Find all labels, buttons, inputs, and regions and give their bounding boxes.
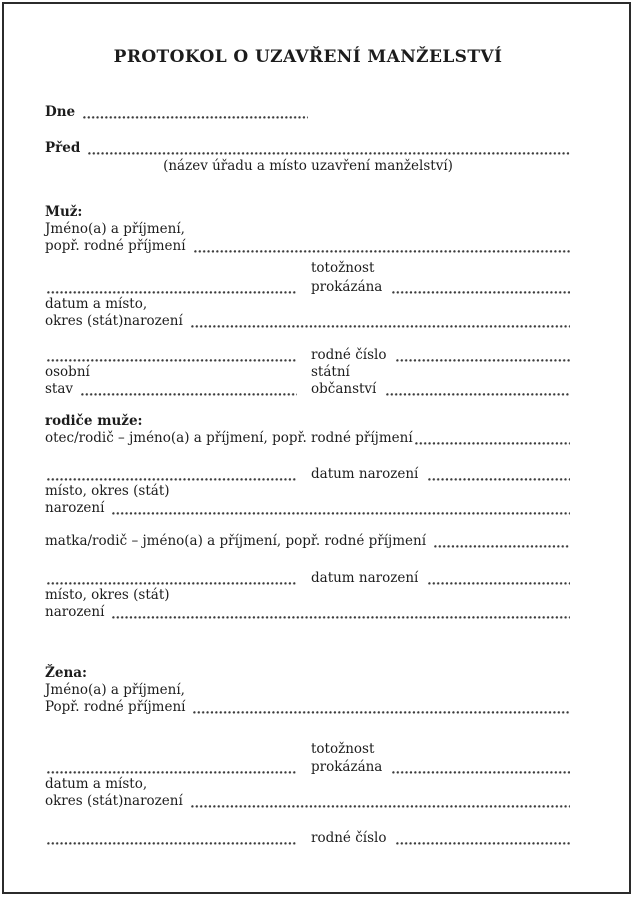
mother-birth-place-label2: narození bbox=[45, 604, 105, 620]
man-identity-label1: totožnost bbox=[311, 260, 375, 276]
man-name-row2 bbox=[45, 238, 571, 255]
woman-birth-place-field[interactable] bbox=[189, 793, 571, 810]
father-birth-place-label2: narození bbox=[45, 500, 105, 516]
woman-name-row1 bbox=[45, 682, 571, 699]
man-citizenship-label2: občanství bbox=[311, 381, 377, 397]
woman-name-field[interactable] bbox=[191, 699, 571, 716]
man-birth-label2: okres (stát)narození bbox=[45, 313, 183, 329]
man-name-label1: Jméno(a) a příjmení, bbox=[45, 221, 185, 237]
woman-identity-label1: totožnost bbox=[311, 741, 375, 757]
father-birth-date-label: datum narození bbox=[311, 466, 419, 482]
date-field[interactable] bbox=[81, 104, 309, 121]
woman-identity-label2: prokázána bbox=[311, 759, 383, 775]
mother-birth-place-label1: místo, okres (stát) bbox=[45, 587, 170, 603]
form-content bbox=[4, 4, 629, 847]
mother-name-label: matka/rodič – jméno(a) a příjmení, popř. rodné příjmení bbox=[45, 533, 427, 549]
woman-birth-number-field[interactable] bbox=[394, 830, 571, 847]
father-name-row bbox=[45, 430, 571, 447]
man-parents-heading: rodiče muže: bbox=[45, 413, 143, 429]
authority-field[interactable] bbox=[86, 140, 571, 157]
man-identity-spacer bbox=[45, 260, 298, 277]
woman-name-label2: Popř. rodné příjmení bbox=[45, 699, 186, 715]
woman-birth-label2: okres (stát)narození bbox=[45, 793, 183, 809]
man-birth-label1: datum a místo, bbox=[45, 296, 148, 312]
man-citizenship-field[interactable] bbox=[384, 381, 571, 398]
mother-birth-place-field[interactable] bbox=[110, 604, 571, 621]
mother-birth-date-label: datum narození bbox=[311, 570, 419, 586]
authority-hint: (název úřadu a místo uzavření manželství) bbox=[163, 158, 453, 174]
man-identity-row2 bbox=[45, 279, 571, 296]
woman-name-label1: Jméno(a) a příjmení, bbox=[45, 682, 185, 698]
man-identity-proof-field[interactable] bbox=[390, 279, 571, 296]
woman-birth-place-cont-field[interactable] bbox=[45, 830, 298, 847]
woman-name-cont-field[interactable] bbox=[45, 759, 298, 776]
man-heading: Muž: bbox=[45, 204, 83, 220]
man-birth-place-field[interactable] bbox=[189, 313, 571, 330]
man-status-row2 bbox=[45, 381, 571, 398]
woman-identity-row1 bbox=[45, 741, 571, 758]
man-name-cont-field[interactable] bbox=[45, 279, 298, 296]
woman-heading: Žena: bbox=[45, 665, 87, 681]
man-name-field[interactable] bbox=[192, 238, 571, 255]
father-name-field[interactable] bbox=[413, 430, 571, 447]
woman-birth-row1 bbox=[45, 776, 571, 793]
man-birth-row2 bbox=[45, 313, 571, 330]
mother-birth-place-row1 bbox=[45, 587, 571, 604]
father-name-label: otec/rodič – jméno(a) a příjmení, popř. rodné příjmení bbox=[45, 430, 413, 446]
father-birth-place-row1 bbox=[45, 483, 571, 500]
woman-birth-label1: datum a místo, bbox=[45, 776, 148, 792]
woman-identity-spacer bbox=[45, 741, 298, 758]
father-birth-date-row bbox=[45, 466, 571, 483]
man-name-label2: popř. rodné příjmení bbox=[45, 238, 186, 254]
date-row bbox=[45, 104, 571, 121]
mother-name-row bbox=[45, 533, 571, 550]
woman-identity-row2 bbox=[45, 759, 571, 776]
authority-label: Před bbox=[45, 140, 81, 156]
man-identity-row1 bbox=[45, 260, 571, 277]
man-name-row1 bbox=[45, 221, 571, 238]
man-status-label1-col bbox=[45, 364, 298, 381]
mother-birth-place-row2 bbox=[45, 604, 571, 621]
man-status-label1: osobní bbox=[45, 364, 90, 380]
man-birth-place-cont-field[interactable] bbox=[45, 347, 298, 364]
mother-birth-date-field[interactable] bbox=[426, 570, 571, 587]
date-label: Dne bbox=[45, 104, 76, 120]
mother-name-cont-field[interactable] bbox=[45, 570, 298, 587]
woman-identity-proof-field[interactable] bbox=[390, 759, 571, 776]
man-birth-number-row bbox=[45, 347, 571, 364]
man-citizenship-label1: státní bbox=[311, 364, 350, 380]
man-birth-number-label: rodné číslo bbox=[311, 347, 387, 363]
father-birth-place-label1: místo, okres (stát) bbox=[45, 483, 170, 499]
woman-name-row2 bbox=[45, 699, 571, 716]
man-birth-number-field[interactable] bbox=[394, 347, 571, 364]
woman-birth-row2 bbox=[45, 793, 571, 810]
form-title: PROTOKOL O UZAVŘENÍ MANŽELSTVÍ bbox=[113, 47, 503, 67]
form-page bbox=[2, 2, 631, 894]
man-parents-heading-row bbox=[45, 413, 571, 430]
man-section-heading-row bbox=[45, 204, 571, 221]
woman-birth-number-label: rodné číslo bbox=[311, 830, 387, 846]
mother-birth-date-row bbox=[45, 570, 571, 587]
woman-section-heading-row bbox=[45, 665, 571, 682]
man-status-row1 bbox=[45, 364, 571, 381]
man-birth-row1 bbox=[45, 296, 571, 313]
woman-birth-number-row bbox=[45, 830, 571, 847]
father-birth-place-field[interactable] bbox=[110, 500, 571, 517]
man-status-label2: stav bbox=[45, 381, 74, 397]
authority-row bbox=[45, 140, 571, 157]
father-name-cont-field[interactable] bbox=[45, 466, 298, 483]
father-birth-date-field[interactable] bbox=[426, 466, 571, 483]
man-identity-label2: prokázána bbox=[311, 279, 383, 295]
mother-name-field[interactable] bbox=[432, 533, 571, 550]
father-birth-place-row2 bbox=[45, 500, 571, 517]
man-status-field[interactable] bbox=[79, 381, 298, 398]
